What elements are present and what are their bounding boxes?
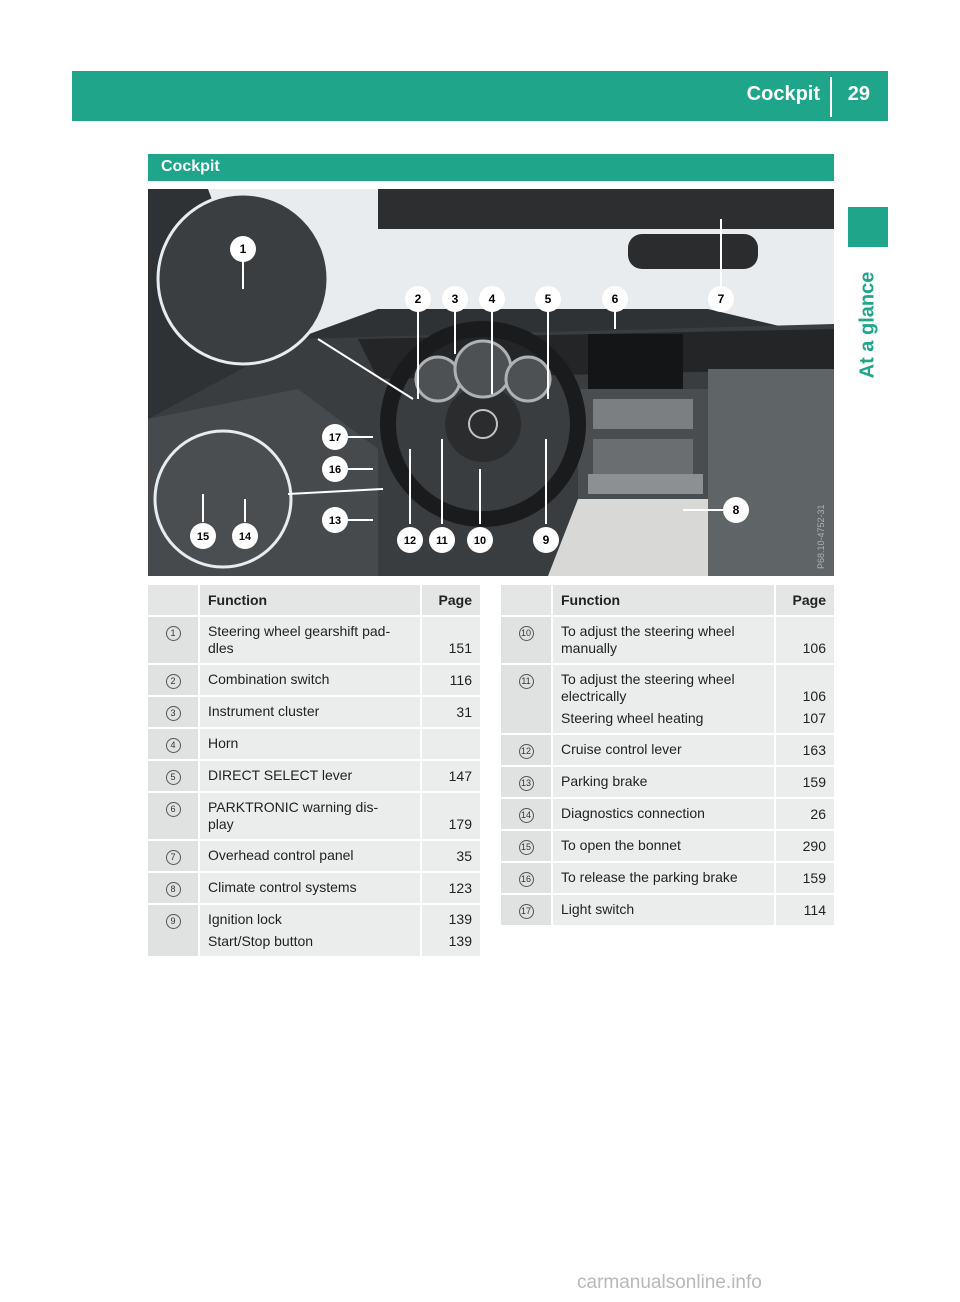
side-tab-label — [848, 255, 888, 395]
table-row — [148, 841, 480, 873]
table-row — [148, 761, 480, 793]
side-tab-text: At a glance — [856, 271, 879, 379]
side-tab-marker — [848, 207, 888, 247]
row-number: 1 — [166, 626, 181, 641]
svg-text:8: 8 — [732, 503, 740, 517]
row-page: 159 — [776, 863, 834, 895]
callout-13 — [322, 507, 348, 533]
table-row — [148, 617, 480, 665]
header-title: Cockpit — [746, 83, 820, 105]
row-page: 114 — [776, 895, 834, 927]
callout-9 — [533, 527, 559, 553]
table-row — [501, 617, 834, 665]
callout-12 — [397, 527, 423, 553]
row-sub-function: Steering wheel heating — [561, 710, 704, 726]
svg-text:11: 11 — [436, 535, 448, 547]
row-function: Steering wheel gearshift pad- — [208, 623, 391, 639]
row-number: 8 — [166, 882, 181, 897]
row-number: 4 — [166, 738, 181, 753]
row-function: To adjust the steering wheel — [561, 671, 735, 687]
row-function: Light switch — [553, 895, 776, 927]
row-number: 17 — [519, 904, 534, 919]
row-page: 35 — [422, 841, 480, 873]
section-bar — [148, 154, 834, 181]
callout-8 — [723, 497, 749, 523]
callout-10 — [467, 527, 493, 553]
row-number: 11 — [519, 674, 534, 689]
row-number: 10 — [519, 626, 534, 641]
table-header-row — [501, 585, 834, 617]
callout-7 — [708, 286, 734, 312]
row-number: 6 — [166, 802, 181, 817]
row-function: Horn — [200, 729, 422, 761]
row-function: Climate control systems — [200, 873, 422, 905]
row-page: 147 — [422, 761, 480, 793]
svg-text:7: 7 — [717, 292, 725, 306]
footer-watermark[interactable]: carmanualsonline.info — [577, 1272, 762, 1293]
table-row — [501, 863, 834, 895]
function-table-right — [501, 585, 834, 927]
callout-15 — [190, 523, 216, 549]
row-number: 9 — [166, 914, 181, 929]
section-title: Cockpit — [161, 158, 220, 175]
svg-text:10: 10 — [473, 535, 487, 547]
function-table-left — [148, 585, 480, 958]
row-page: 151 — [422, 617, 480, 665]
row-function: Cruise control lever — [553, 735, 776, 767]
svg-text:1: 1 — [239, 242, 247, 256]
row-number: 15 — [519, 840, 534, 855]
row-page: 31 — [422, 697, 480, 729]
callout-17 — [322, 424, 348, 450]
page-header — [72, 71, 888, 121]
row-number: 14 — [519, 808, 534, 823]
row-sub-page: 139 — [448, 933, 472, 949]
header-page: Page — [422, 585, 480, 617]
page-number: 29 — [847, 83, 870, 105]
row-function: DIRECT SELECT lever — [200, 761, 422, 793]
table-row — [501, 767, 834, 799]
svg-text:5: 5 — [544, 292, 552, 306]
svg-text:6: 6 — [611, 292, 619, 306]
row-function-cont: dles — [208, 640, 234, 656]
row-page — [422, 729, 480, 761]
row-function: Parking brake — [553, 767, 776, 799]
callout-5 — [535, 286, 561, 312]
svg-text:2: 2 — [414, 292, 422, 306]
table-header-row — [148, 585, 480, 617]
row-page: 116 — [422, 665, 480, 697]
row-page: 106 — [802, 688, 826, 704]
svg-text:14: 14 — [238, 531, 252, 543]
row-function: Diagnostics connection — [553, 799, 776, 831]
header-function: Function — [200, 585, 422, 617]
header-num-cell — [148, 585, 200, 617]
header-page: Page — [776, 585, 834, 617]
row-function: PARKTRONIC warning dis- — [208, 799, 379, 815]
table-row — [148, 873, 480, 905]
svg-text:4: 4 — [488, 292, 496, 306]
row-page: 163 — [776, 735, 834, 767]
table-row — [501, 895, 834, 927]
row-function: Combination switch — [200, 665, 422, 697]
table-row — [501, 799, 834, 831]
image-code: P68.10-4752-31 — [816, 504, 826, 569]
row-number: 5 — [166, 770, 181, 785]
svg-text:12: 12 — [403, 535, 417, 547]
row-function: Instrument cluster — [200, 697, 422, 729]
table-row — [148, 665, 480, 697]
table-row — [501, 831, 834, 863]
callout-6 — [602, 286, 628, 312]
header-separator — [830, 77, 832, 117]
row-page: 106 — [776, 617, 834, 665]
table-row — [148, 793, 480, 841]
row-number: 2 — [166, 674, 181, 689]
table-row — [148, 729, 480, 761]
table-row — [148, 697, 480, 729]
cockpit-illustration — [148, 189, 834, 576]
callout-2 — [405, 286, 431, 312]
row-function-cont: electrically — [561, 688, 627, 704]
callout-1 — [230, 236, 256, 262]
row-function: Overhead control panel — [200, 841, 422, 873]
callout-3 — [442, 286, 468, 312]
row-function-cont: manually — [561, 640, 618, 656]
table-row — [148, 905, 480, 958]
callout-16 — [322, 456, 348, 482]
row-page: 123 — [422, 873, 480, 905]
row-function: To adjust the steering wheel — [561, 623, 735, 639]
row-page: 139 — [448, 911, 472, 927]
row-number: 3 — [166, 706, 181, 721]
row-sub-page: 107 — [802, 710, 826, 726]
row-function: To open the bonnet — [553, 831, 776, 863]
row-page: 179 — [422, 793, 480, 841]
row-number: 12 — [519, 744, 534, 759]
table-row — [501, 735, 834, 767]
row-function: To release the parking brake — [553, 863, 776, 895]
row-number: 7 — [166, 850, 181, 865]
header-function: Function — [553, 585, 776, 617]
row-page: 159 — [776, 767, 834, 799]
row-function-cont: play — [208, 816, 234, 832]
svg-text:3: 3 — [451, 292, 459, 306]
svg-text:17: 17 — [328, 432, 342, 444]
row-number: 16 — [519, 872, 534, 887]
callout-11 — [429, 527, 455, 553]
callout-14 — [232, 523, 258, 549]
row-page: 290 — [776, 831, 834, 863]
row-sub-function: Start/Stop button — [208, 933, 314, 949]
row-function: Ignition lock — [208, 911, 282, 927]
header-num-cell — [501, 585, 553, 617]
svg-text:9: 9 — [542, 533, 550, 547]
cockpit-image — [148, 189, 834, 576]
callout-4 — [479, 286, 505, 312]
row-page: 26 — [776, 799, 834, 831]
svg-text:16: 16 — [328, 464, 342, 476]
table-row — [501, 665, 834, 735]
svg-text:13: 13 — [328, 515, 342, 527]
svg-text:15: 15 — [196, 531, 210, 543]
row-number: 13 — [519, 776, 534, 791]
